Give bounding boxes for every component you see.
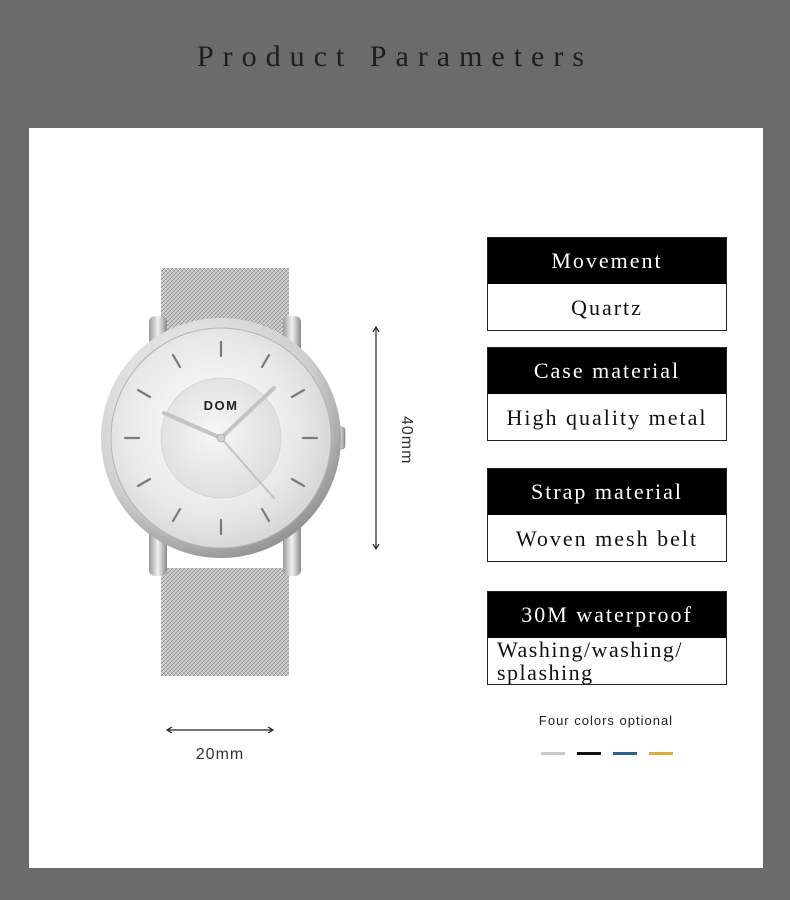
color-swatch-silver[interactable] — [541, 752, 565, 755]
color-options-label: Four colors optional — [538, 713, 674, 728]
spec-label: Case material — [488, 348, 726, 394]
spec-value: Washing/washing/ splashing — [497, 637, 683, 685]
color-swatch-black[interactable] — [577, 752, 601, 755]
color-swatch-blue[interactable] — [613, 752, 637, 755]
spec-movement — [487, 237, 727, 331]
spec-case-material — [487, 347, 727, 441]
spec-label: 30M waterproof — [488, 592, 726, 638]
width-dimension-line — [166, 724, 274, 736]
spec-label: Strap material — [488, 469, 726, 515]
spec-label: Movement — [488, 238, 726, 284]
spec-value: Quartz — [571, 295, 643, 320]
spec-waterproof — [487, 591, 727, 685]
color-swatches — [541, 752, 677, 756]
watch-image — [99, 258, 359, 678]
page-title: Product Parameters — [196, 40, 594, 73]
spec-value: High quality metal — [506, 405, 708, 430]
height-dimension-line — [372, 326, 380, 550]
height-dimension-label: 40mm — [398, 416, 415, 465]
mesh-strap-bottom — [161, 568, 289, 676]
spec-value: Woven mesh belt — [515, 526, 699, 551]
color-swatch-gold[interactable] — [649, 752, 673, 755]
dial-brand-logo: DOM — [203, 398, 239, 413]
width-dimension-label: 20mm — [195, 746, 245, 763]
spec-strap-material — [487, 468, 727, 562]
product-panel — [29, 128, 763, 868]
